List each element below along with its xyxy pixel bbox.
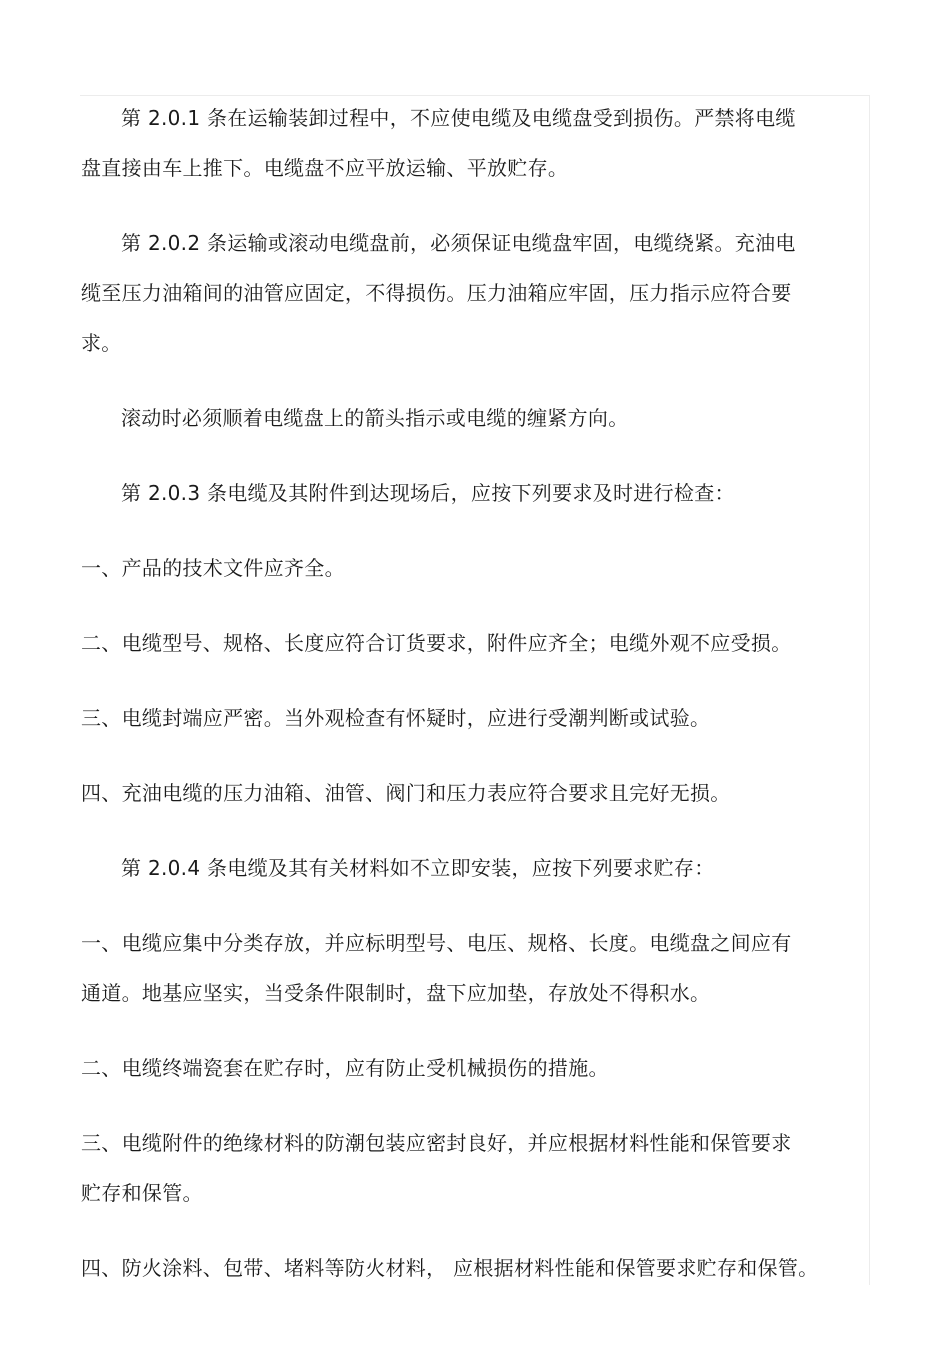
list-item-storage-3	[81, 1118, 841, 1218]
list-item-check-3	[81, 693, 841, 743]
text-line: 缆至压力油箱间的油管应固定，不得损伤。压力油箱应牢固，压力指示应符合要	[81, 281, 792, 305]
text-line: 通道。地基应坚实，当受条件限制时，盘下应加垫，存放处不得积水。	[81, 981, 711, 1005]
text-line: 贮存和保管。	[81, 1181, 203, 1205]
text-line: 第 2.0.3 条电缆及其附件到达现场后，应按下列要求及时进行检查：	[121, 481, 735, 505]
list-item-check-4	[81, 768, 841, 818]
text-line: 第 2.0.2 条运输或滚动电缆盘前，必须保证电缆盘牢固，电缆绕紧。充油电	[121, 231, 796, 255]
text-line: 第 2.0.1 条在运输装卸过程中，不应使电缆及电缆盘受到损伤。严禁将电缆	[121, 106, 796, 130]
list-item-storage-1	[81, 918, 841, 1018]
list-item-check-1	[81, 543, 841, 593]
text-line: 二、电缆型号、规格、长度应符合订货要求，附件应齐全；电缆外观不应受损。	[81, 631, 792, 655]
list-item-storage-2	[81, 1043, 841, 1093]
right-divider	[869, 95, 870, 1285]
paragraph-rolling	[81, 393, 841, 443]
text-line: 第 2.0.4 条电缆及其有关材料如不立即安装，应按下列要求贮存：	[121, 856, 715, 880]
text-line: 盘直接由车上推下。电缆盘不应平放运输、平放贮存。	[81, 156, 569, 180]
text-line: 求。	[81, 331, 122, 355]
text-line: 三、电缆附件的绝缘材料的防潮包装应密封良好，并应根据材料性能和保管要求	[81, 1131, 792, 1155]
text-line: 四、充油电缆的压力油箱、油管、阀门和压力表应符合要求且完好无损。	[81, 781, 731, 805]
text-line: 四、防火涂料、包带、堵料等防火材料， 应根据材料性能和保管要求贮存和保管。	[81, 1256, 819, 1280]
text-line: 三、电缆封端应严密。当外观检查有怀疑时，应进行受潮判断或试验。	[81, 706, 711, 730]
text-line: 滚动时必须顺着电缆盘上的箭头指示或电缆的缠紧方向。	[121, 406, 629, 430]
paragraph-2-0-4	[81, 843, 841, 893]
paragraph-2-0-2	[81, 218, 841, 368]
paragraph-2-0-3	[81, 468, 841, 518]
paragraph-2-0-1	[81, 93, 841, 193]
list-item-storage-4	[81, 1243, 841, 1293]
text-line: 二、电缆终端瓷套在贮存时，应有防止受机械损伤的措施。	[81, 1056, 609, 1080]
text-line: 一、产品的技术文件应齐全。	[81, 556, 345, 580]
text-line: 一、电缆应集中分类存放，并应标明型号、电压、规格、长度。电缆盘之间应有	[81, 931, 792, 955]
list-item-check-2	[81, 618, 841, 668]
